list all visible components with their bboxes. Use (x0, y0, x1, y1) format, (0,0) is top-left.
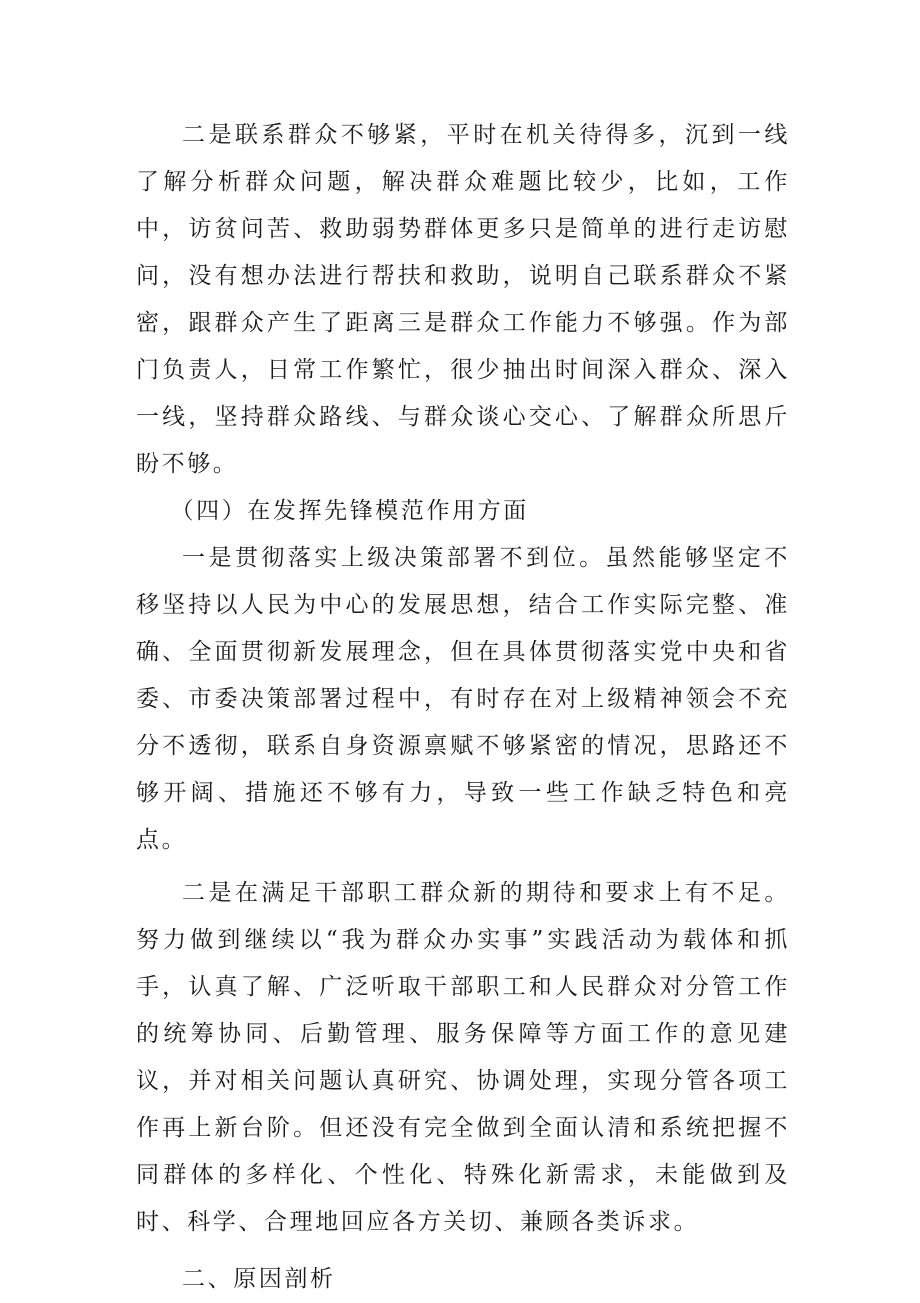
document-body (136, 112, 790, 1303)
paragraph-implementation: 一是贯彻落实上级决策部署不到位。虽然能够坚定不移坚持以人民为中心的发展思想，结合工作实际完整、准确、全面贯彻新发展理念，但在具体贯彻落实党中央和省委、市委决策部署过程中，有时存在对上级精神领会不充分不透彻，联系自身资源禀赋不够紧密的情况，思路还不够开阔、措施还不够有力，导致一些工作缺乏特色和亮点。 (136, 545, 790, 853)
paragraph-contact-masses: 二是联系群众不够紧，平时在机关待得多，沉到一线了解分析群众问题，解决群众难题比较少，比如，工作中，访贫问苦、救助弱势群体更多只是简单的进行走访慰问，没有想办法进行帮扶和救助，说明自己联系群众不紧密，跟群众产生了距离三是群众工作能力不够强。作为部门负责人，日常工作繁忙，很少抽出时间深入群众、深入一线，坚持群众路线、与群众谈心交心、了解群众所思斤盼不够。 (136, 122, 790, 477)
subsection-heading-pioneer-role: （四）在发挥先锋模范作用方面 (170, 498, 529, 524)
section-heading-cause-analysis: 二、原因剖析 (182, 1266, 336, 1292)
paragraph-meeting-expectations: 二是在满足干部职工群众新的期待和要求上有不足。努力做到继续以“我为群众办实事”实践活动为载体和抓手，认真了解、广泛听取干部职工和人民群众对分管工作的统筹协同、后勤管理、服务保障等方面工作的意见建议，并对相关问题认真研究、协调处理，实现分管各项工作再上新台阶。但还没有完全做到全面认清和系统把握不同群体的多样化、个性化、特殊化新需求，未能做到及时、科学、合理地回应各方关切、兼顾各类诉求。 (136, 880, 790, 1235)
